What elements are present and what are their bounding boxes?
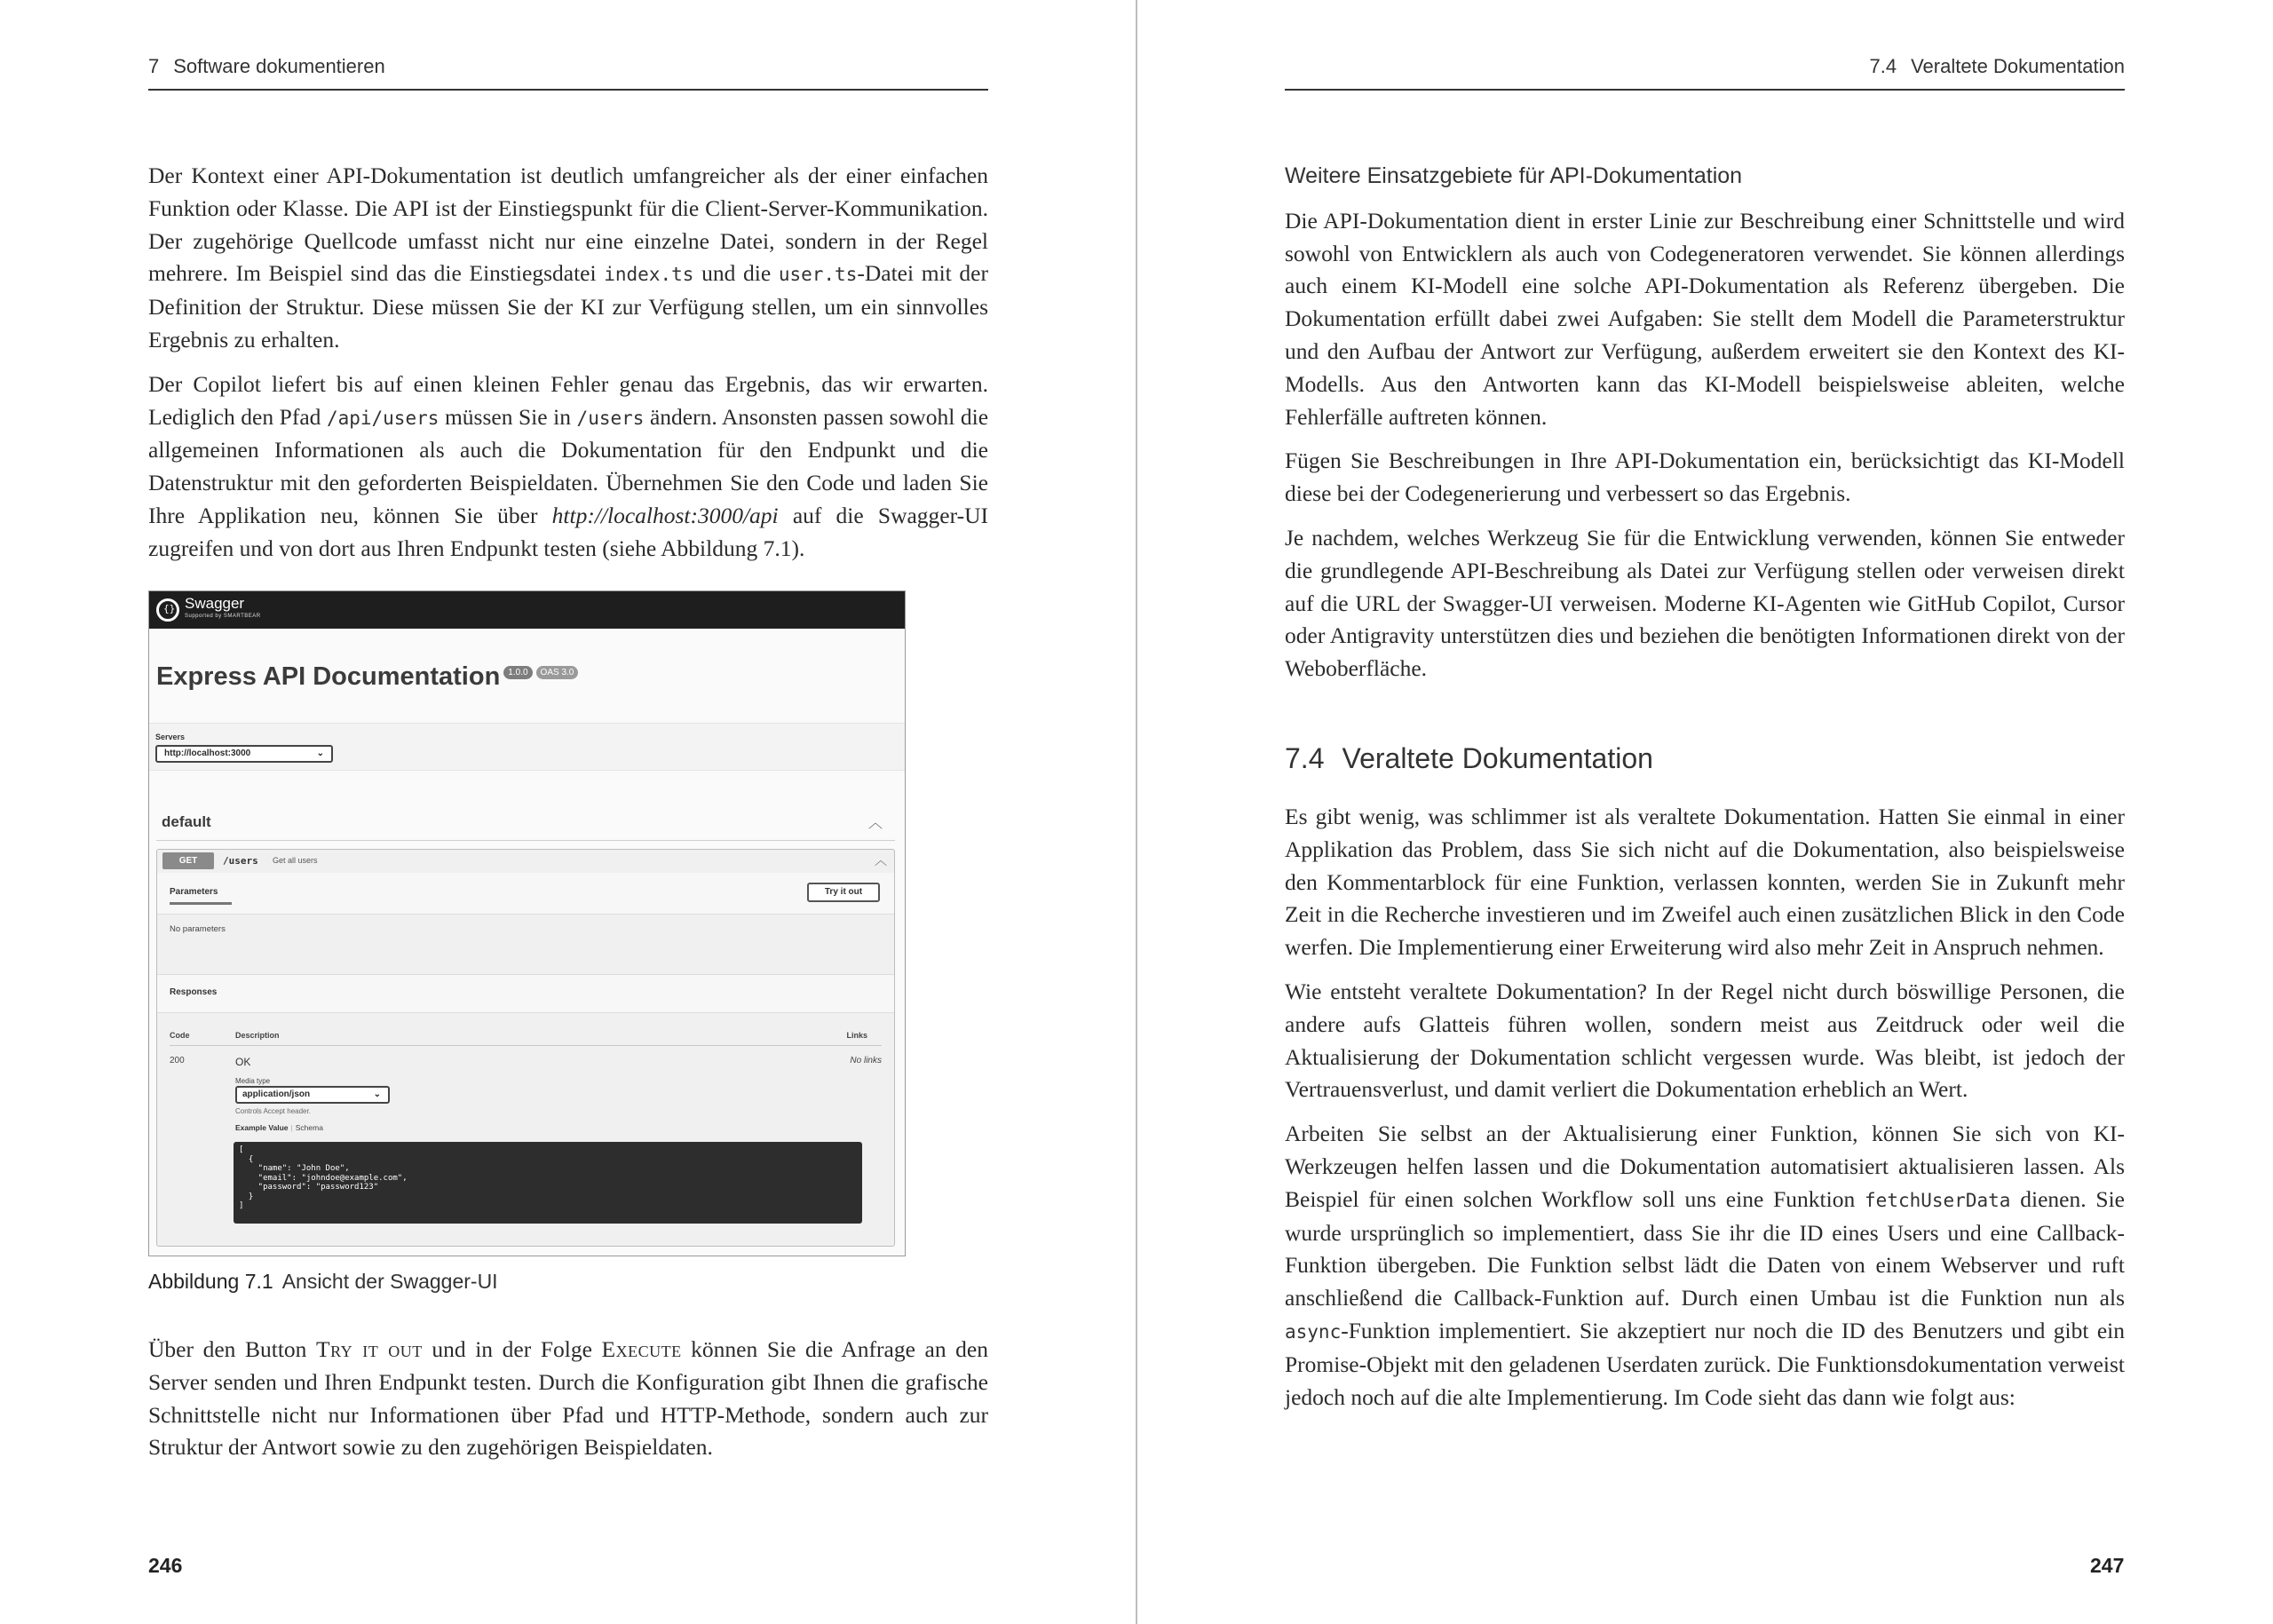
paragraph: Je nachdem, welches Werkzeug Sie für die Entwicklung verwenden, können Sie entweder die grundlegende API-Beschreibung als Datei zur Verfügung stellen oder verweisen direkt auf die URL der Swagger-UI verweisen. Moderne KI-Agenten wie GitHub Copilot, Cursor oder Antigravity unterstützen dies und beziehen die benötigten Informationen direkt von der Weboberfläche. [1285,524,2125,682]
swagger-logo-icon [156,598,179,622]
responses-header [157,974,894,1013]
paragraph: Der Kontext einer API-Dokumentation ist deutlich umfangreicher als der einer einfachen Funktion oder Klasse. Die API ist der Einstiegspunkt für die Client-Server-Kommunikation. Der zugehörige Quellcode umfasst nicht nur eine einzelne Datei, sondern in der Regel mehrere. Im Beispiel sind das die Einstiegsdatei index.ts und die user.ts-Datei mit der Definition der Struktur. Diese müssen Sie der KI zur Verfügung stellen, um ein sinnvolles Ergebnis zu erhalten. [148,162,988,353]
info-box [1285,160,2125,697]
body-text-section [1285,801,2125,1425]
inline-code: /users [576,407,645,429]
swagger-logo: Swagger Supported by SMARTBEAR [185,595,261,619]
column-header-links: Links [846,1031,867,1040]
figure-caption [148,1270,498,1294]
paragraph: Fügen Sie Beschreibungen in Ihre API-Dokumentation ein, berücksichtigt das KI-Modell diese bei der Codegenerierung und verbessert so das Ergebnis. [1285,448,2125,507]
responses-label: Responses [170,987,218,997]
oas-badge: OAS 3.0 [536,666,579,679]
operation-block [156,849,895,1247]
endpoint-description: Get all users [273,856,318,865]
divider [170,1045,882,1046]
body-text-bottom [148,1334,988,1476]
response-code: 200 [170,1056,185,1066]
paragraph: Wie entsteht veraltete Dokumentation? In der Regel nicht durch böswillige Personen, die andere aufs Glatteis führen wollen, sondern meist aus Zeitdruck oder weil die Aktualisierung der Dokumentation schlicht vergessen wurde. Was bleibt, ist jedoch der Vertrauensverlust, und damit verliert die Dokumentation erheblich an Wert. [1285,978,2125,1103]
inline-code: index.ts [604,264,694,286]
box-heading: Weitere Einsatzgebiete für API-Dokumentation [1285,163,1743,188]
response-links: No links [850,1056,882,1066]
tag-name: default [162,813,211,830]
media-type-note: Controls Accept header. [235,1107,311,1115]
tab-schema[interactable]: Schema [295,1123,323,1132]
paragraph: Der Copilot liefert bis auf einen kleinen Fehler genau das Ergebnis, das wir erwarten. Lediglich den Pfad /api/users müssen Sie in /users ändern. Ansonsten passen sowohl die allgemeinen Informationen als auch die Dokumentation für den Endpunkt und die Datenstruktur mit den geforderten Beispieldaten. Übernehmen Sie den Code und laden Sie Ihre Applikation neu, können Sie über http://localhost:3000/api auf die Swagger-UI zugreifen und von dort aus Ihren Endpunkt testen (siehe Abbildung 7.1). [148,370,989,561]
section-heading-title: Veraltete Dokumentation [1342,742,1653,774]
server-select[interactable]: http://localhost:3000 ⌄ [155,745,333,763]
body-text-top [148,160,988,577]
chapter-number: 7 [148,55,160,77]
caption-label: Abbildung 7.1 [148,1270,273,1293]
caption-text: Ansicht der Swagger-UI [281,1270,498,1293]
chevron-up-icon[interactable]: ︿ [867,816,883,831]
example-tabs: Example Value | Schema [235,1123,323,1132]
swagger-topbar [149,591,905,629]
inline-code: fetchUserData [1865,1189,2011,1211]
api-title: Express API Documentation [156,662,501,691]
parameters-header [157,873,894,915]
inline-code: /api/users [326,407,440,429]
media-type-select[interactable]: application/json ⌄ [235,1086,390,1104]
paragraph: Über den Button Try it out und in der Folge Execute können Sie die Anfrage an den Server senden und Ihren Endpunkt testen. Durch die Konfiguration gibt Ihnen die grafische Schnittstelle nicht nur Informationen über Pfad und HTTP-Methode, sondern auch zur Struktur der Antwort sowie zu den zugehörigen Beispieldaten. [148,1336,988,1461]
servers-panel [149,723,905,771]
paragraph: Es gibt wenig, was schlimmer ist als veraltete Dokumentation. Hatten Sie einmal in einer Applikation das Problem, dass Sie sich nicht auf die Dokumentation, also beispielsweise den Kommentarblock für eine Funktion, verlassen konnten, werden Sie in Zukunft mehr Zeit in die Recherche investieren und im Zweifel auch einen zusätzlichen Blick in den Code werfen. Die Implementierung einer Erweiterung wird also mehr Zeit in Anspruch nehmen. [1285,804,2125,961]
column-header-code: Code [170,1031,190,1040]
tag-section-header[interactable] [156,812,895,841]
operation-summary[interactable] [157,850,894,874]
page-number: 247 [2090,1554,2125,1577]
left-page [0,0,1136,1624]
inline-code: user.ts [778,264,858,286]
tab-example-value[interactable]: Example Value [235,1123,289,1132]
section-title: Veraltete Dokumentation [1911,55,2125,77]
url-text: http://localhost:3000/api [551,502,779,528]
version-badge: 1.0.0 [503,666,532,679]
no-parameters-text: No parameters [170,924,226,934]
http-method-badge: GET [162,852,214,869]
endpoint-path: /users [223,855,258,867]
button-name-try-it-out: Try it out [316,1336,423,1362]
running-head [1285,55,2125,91]
tab-parameters[interactable]: Parameters [170,887,232,905]
swagger-ui-figure [148,590,906,1256]
paragraph: Die API-Dokumentation dient in erster Linie zur Beschreibung einer Schnittstelle und wird sowohl von Entwicklern als auch von Codegeneratoren verwendet. Sie können allerdings auch einem KI-Modell eine solche API-Dokumentation als Referenz übergeben. Die Dokumentation erfüllt dabei zwei Aufgaben: Sie stellt dem Modell die Parameterstruktur und den Aufbau der Antwort zur Verfügung, außerdem erweitert sie den Kontext des KI-Modells. Aus den Antworten kann das KI-Modell beispielsweise ableiten, welche Fehlerfälle auftreten können. [1285,207,2125,430]
example-json-block: [ { "name": "John Doe", "email": "johndoe@example.com", "password": "password123" } ] [234,1142,862,1224]
chevron-down-icon: ⌄ [373,1089,381,1099]
servers-label: Servers [155,733,186,741]
section-number: 7.4 [1869,55,1897,77]
running-head [148,55,988,91]
try-it-out-button[interactable]: Try it out [807,883,880,902]
paragraph: Arbeiten Sie selbst an der Aktualisierung einer Funktion, können Sie sich von KI-Werkzeugen helfen lassen und die Dokumentation automatisiert aktualisieren lassen. Als Beispiel für einen solchen Workflow soll uns eine Funktion fetchUserData dienen. Sie wurde ursprünglich so implementiert, dass Sie ihr die ID eines Users und eine Callback-Funktion übergeben. Die Funktion selbst lädt die Daten von einem Webserver und ruft anschließend die Callback-Funktion auf. Durch einen Umbau ist die Funktion nun als async-Funktion implementiert. Sie akzeptiert nur noch die ID des Benutzers und gibt ein Promise-Objekt mit den geladenen Userdaten zurück. Die Funktionsdokumentation verweist jedoch noch auf die alte Implementierung. Im Code sieht das dann wie folgt aus: [1285,1121,2125,1410]
chevron-down-icon: ⌄ [316,749,324,758]
chapter-title: Software dokumentieren [173,55,385,77]
section-heading-number: 7.4 [1285,742,1325,774]
swagger-title-row [156,662,578,692]
page-number: 246 [148,1554,183,1577]
inline-code: async [1285,1320,1342,1343]
section-heading [1285,742,1653,775]
button-name-execute: Execute [601,1336,682,1362]
chevron-up-icon[interactable]: ︿ [875,853,887,867]
column-header-description: Description [235,1031,280,1040]
response-description: OK [235,1056,251,1068]
right-page [1137,0,2273,1624]
media-type-label: Media type [235,1077,271,1085]
